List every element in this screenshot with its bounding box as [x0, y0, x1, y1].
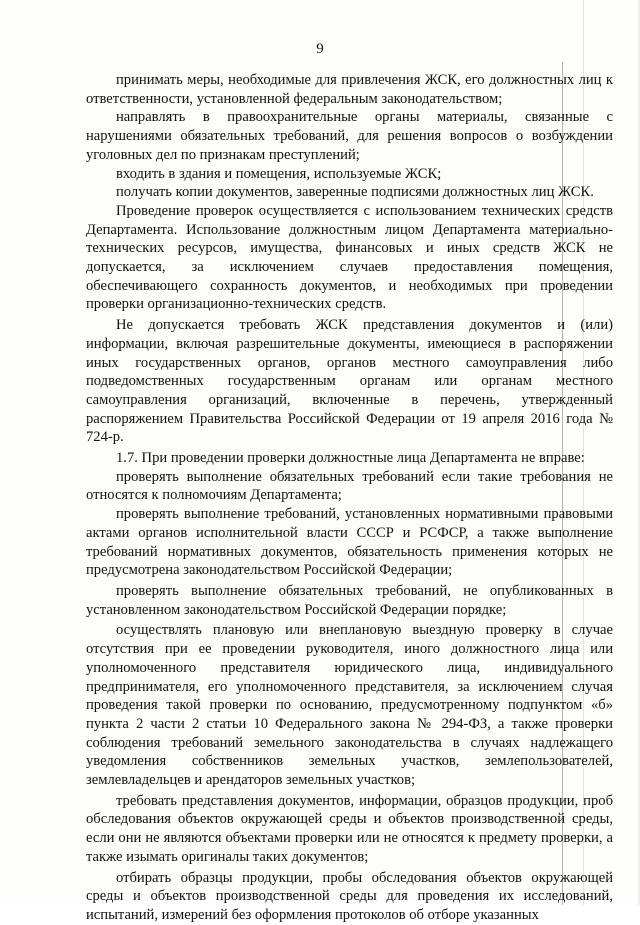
paragraph: Проведение проверок осуществляется с использованием технических средств Департамента. Использование должностным лицом Департамента материально-технических ресурсов, имущества, финансовых и иных средств ЖСК не допускается, за исключением случаев предоставления помещения, обеспечивающего сохранность документов, и необходимых при проведении проверки организационно-технических средств.	[86, 202, 613, 313]
paragraph: Не допускается требовать ЖСК представления документов и (или) информации, включая разрешительные документы, имеющиеся в распоряжении иных государственных органов, органов местного самоуправления либо подведомственных государственным органам или органам местного самоуправления организаций, включенные в перечень, утвержденный распоряжением Правительства Российской Федерации от 19 апреля 2016 года № 724-р.	[86, 317, 613, 446]
list-item: осуществлять плановую или внеплановую выездную проверку в случае отсутствия при ее проведении руководителя, иного должностного лица или уполномоченного представителя юридического лица, индивидуального предпринимателя, его уполномоченного представителя, за исключением случая проведения такой проверки по основанию, предусмотренному подпунктом «б» пункта 2 части 2 статьи 10 Федерального закона № 294-ФЗ, а также проверки соблюдения требований земельного законодательства в случаях надлежащего уведомления собственников земельных участков, землепользователей, землевладельцев и арендаторов земельных участков;	[86, 622, 613, 789]
document-body	[86, 71, 613, 925]
list-item: проверять выполнение требований, установленных нормативными правовыми актами органов исполнительной власти СССР и РСФСР, а также выполнение требований нормативных документов, обязательность применения которых не предусмотрена законодательством Российской Федерации;	[86, 506, 613, 579]
paragraph: принимать меры, необходимые для привлечения ЖСК, его должностных лиц к ответственности, установленной федеральным законодательством;	[86, 72, 613, 107]
paragraph: направлять в правоохранительные органы материалы, связанные с нарушениями обязательных требований, для решения вопросов о возбуждении уголовных дел по признакам преступлений;	[86, 109, 613, 163]
section-heading: 1.7. При проведении проверки должностные лица Департамента не вправе:	[116, 450, 585, 467]
page-number: 9	[316, 41, 324, 57]
list-item: отбирать образцы продукции, пробы обследования объектов окружающей среды и объектов производственной среды для проведения их исследований, испытаний, измерений без оформления протоколов об отборе указанных	[86, 869, 613, 923]
list-item: требовать представления документов, информации, образцов продукции, проб обследования объектов окружающей среды и объектов производственной среды, если они не являются объектами проверки или не относятся к предмету проверки, а также изымать оригиналы таких документов;	[86, 792, 613, 865]
paragraph: получать копии документов, заверенные подписями должностных лиц ЖСК.	[116, 184, 594, 201]
list-item: проверять выполнение обязательных требований если такие требования не относятся к полномочиям Департамента;	[86, 468, 613, 504]
list-item: проверять выполнение обязательных требований, не опубликованных в установленном законодательством Российской Федерации порядке;	[86, 582, 613, 618]
paragraph: входить в здания и помещения, используемые ЖСК;	[116, 165, 442, 182]
